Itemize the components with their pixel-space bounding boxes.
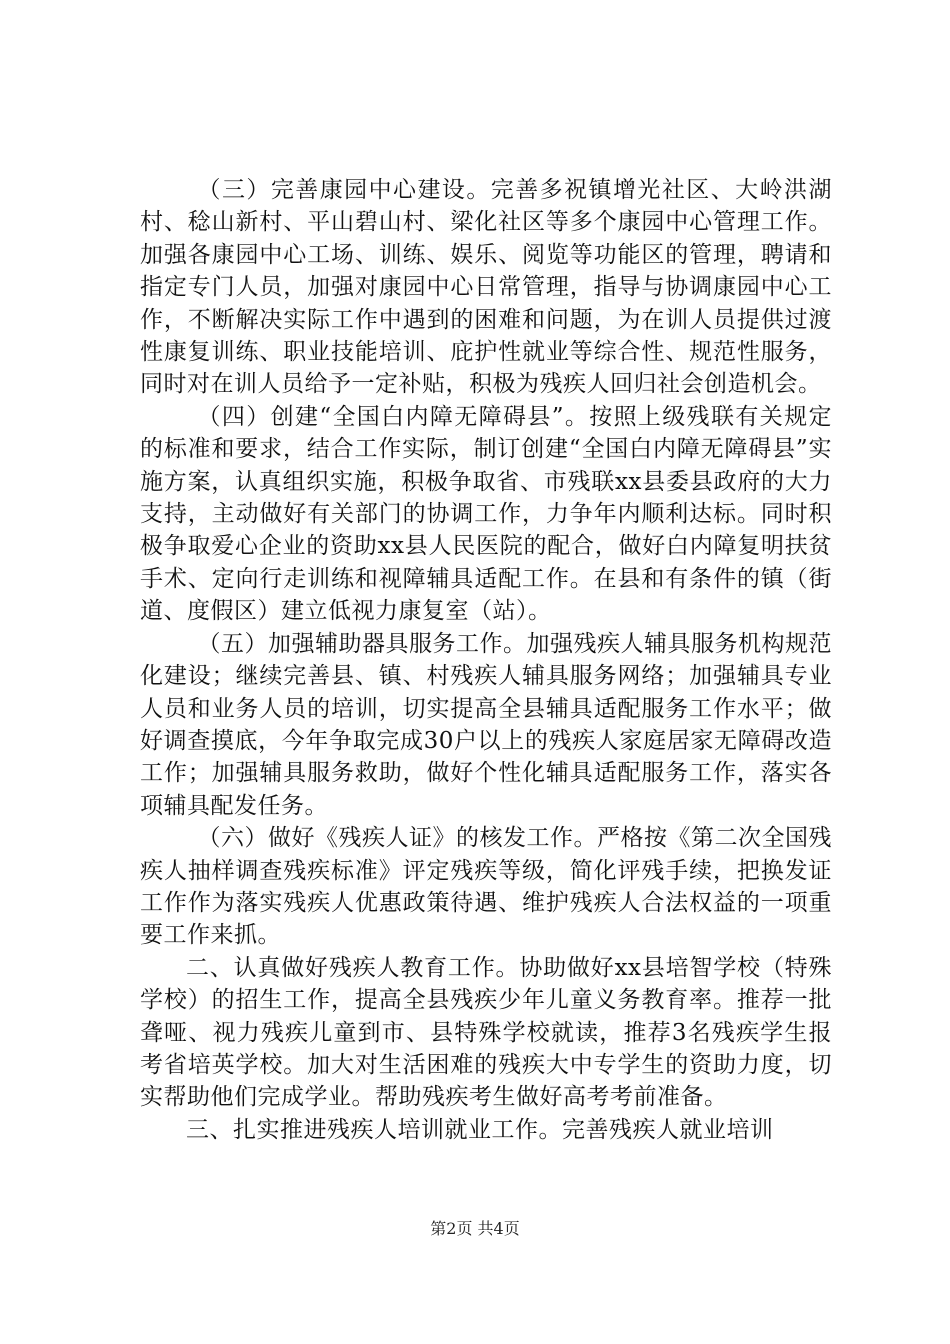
paragraph-education: 二、认真做好残疾人教育工作。协助做好xx县培智学校（特殊学校）的招生工作，提高全县残疾少年儿童义务教育率。推荐一批聋哑、视力残疾儿童到市、县特殊学校就读，推荐3名残疾学生报考省培英学校。加大对生活困难的残疾大中专学生的资助力度，切实帮助他们完成学业。帮助残疾考生做好高考考前准备。: [140, 954, 832, 1111]
page-footer: 第2页 共4页: [430, 1219, 520, 1238]
document-body: [140, 174, 832, 1146]
paragraph-section-3: （三）完善康园中心建设。完善多祝镇增光社区、大岭洪湖村、稔山新村、平山碧山村、梁化社区等多个康园中心管理工作。加强各康园中心工场、训练、娱乐、阅览等功能区的管理，聘请和指定专门人员，加强对康园中心日常管理，指导与协调康园中心工作，不断解决实际工作中遇到的困难和问题，为在训人员提供过渡性康复训练、职业技能培训、庇护性就业等综合性、规范性服务，同时对在训人员给予一定补贴，积极为残疾人回归社会创造机会。: [140, 177, 832, 398]
paragraph-section-4: （四）创建“全国白内障无障碍县”。按照上级残联有关规定的标准和要求，结合工作实际，制订创建“全国白内障无障碍县”实施方案，认真组织实施，积极争取省、市残联xx县委县政府的大力支持，主动做好有关部门的协调工作，力争年内顺利达标。同时积极争取爱心企业的资助xx县人民医院的配合，做好白内障复明扶贫手术、定向行走训练和视障辅具适配工作。在县和有条件的镇（街道、度假区）建立低视力康复室（站）。: [140, 403, 832, 625]
paragraph-section-6: （六）做好《残疾人证》的核发工作。严格按《第二次全国残疾人抽样调查残疾标准》评定残疾等级，简化评残手续，把换发证工作作为落实残疾人优惠政策待遇、维护残疾人合法权益的一项重要工作来抓。: [140, 825, 832, 949]
paragraph-employment: 三、扎实推进残疾人培训就业工作。完善残疾人就业培训: [186, 1116, 774, 1143]
paragraph-section-5: （五）加强辅助器具服务工作。加强残疾人辅具服务机构规范化建设；继续完善县、镇、村残疾人辅具服务网络；加强辅具专业人员和业务人员的培训，切实提高全县辅具适配服务工作水平；做好调查摸底，今年争取完成30户以上的残疾人家庭居家无障碍改造工作；加强辅具服务救助，做好个性化辅具适配服务工作，落实各项辅具配发任务。: [140, 630, 832, 819]
